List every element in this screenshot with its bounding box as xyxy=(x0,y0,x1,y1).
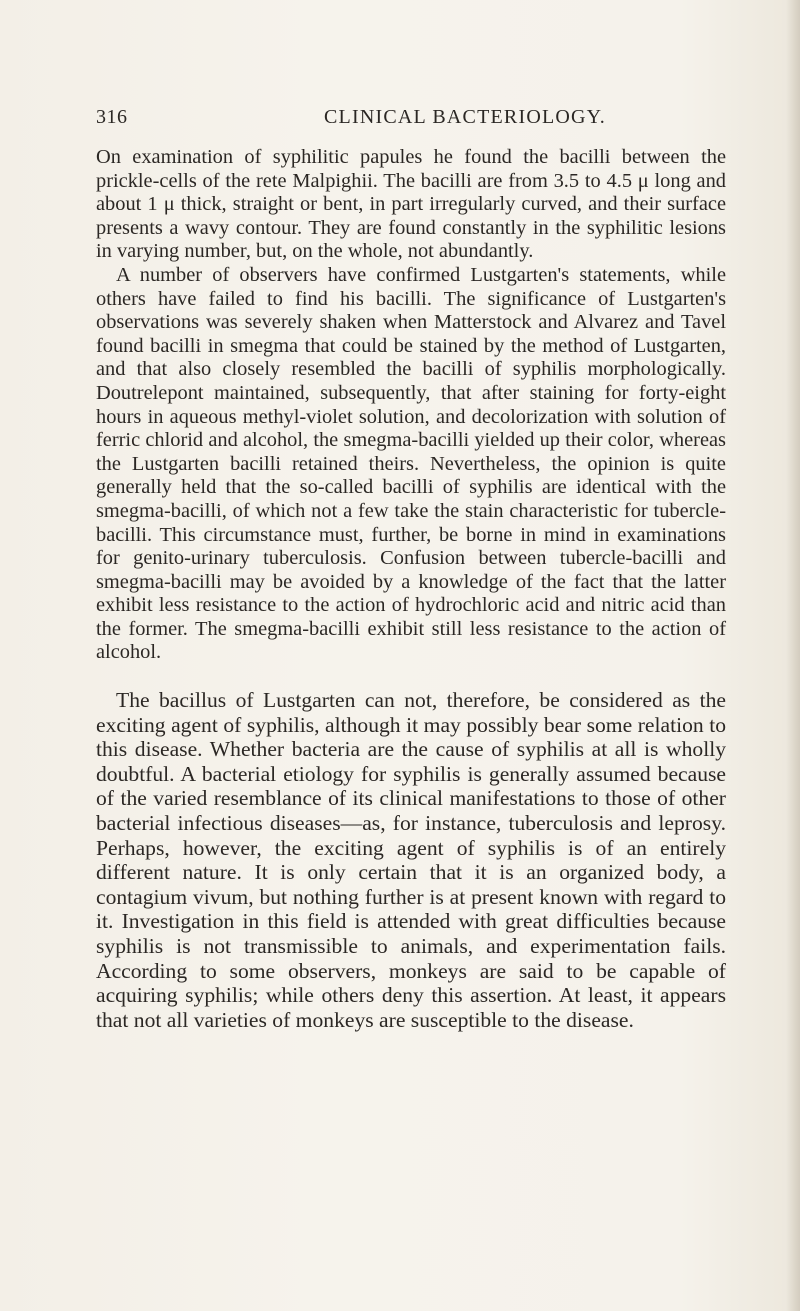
running-head xyxy=(96,106,726,136)
page-number: 316 xyxy=(96,106,128,128)
paragraph-lustgarten-bacillus: The bacillus of Lustgarten can not, therefore, be considered as the exciting agent of syphilis, although it may possibly bear some relation to this disease. Whether bacteria are the cause of syphilis at all is wholly doubtful. A bacterial etiology for syphilis is generally assumed because of the varied resemblance of its clinical manifestations to those of other bacterial infectious diseases—as, for instance, tuberculosis and leprosy. Perhaps, however, the exciting agent of syphilis is of an entirely different nature. It is only certain that it is an organized body, a contagium vivum, but nothing further is at present known with regard to it. Investigation in this field is attended with great difficulties because syphilis is not transmissible to animals, and experimentation fails. According to some observers, monkeys are said to be capable of acquiring syphilis; while others deny this assertion. At least, it appears that not all varieties of monkeys are susceptible to the disease. xyxy=(96,688,726,1032)
running-title: CLINICAL BACTERIOLOGY. xyxy=(324,106,606,128)
paragraph-syphilitic-papules: On examination of syphilitic papules he found the bacilli between the prickle-cells of the rete Malpighii. The bacilli are from 3.5 to 4.5 μ long and about 1 μ thick, straight or bent, in part irregularly curved, and their surface presents a wavy contour. They are found constantly in the syphilitic lesions in varying number, but, on the whole, not abundantly. xyxy=(96,146,726,263)
body-text xyxy=(96,146,726,1032)
page-edge-shadow xyxy=(786,0,800,1311)
paragraph-observers: A number of observers have confirmed Lustgarten's statements, while others have failed to find his bacilli. The significance of Lustgarten's observations was severely shaken when Matterstock and Alvarez and Tavel found bacilli in smegma that could be stained by the method of Lustgarten, and that also closely resembled the bacilli of syphilis morphologically. Doutrelepont maintained, subsequently, that after staining for forty-eight hours in aqueous methyl-violet solution, and decolorization with solution of ferric chlorid and alcohol, the smegma-bacilli yielded up their color, whereas the Lustgarten bacilli retained theirs. Nevertheless, the opinion is quite generally held that the so-called bacilli of syphilis are identical with the smegma-bacilli, of which not a few take the stain characteristic for tubercle-bacilli. This circumstance must, further, be borne in mind in examinations for genito-urinary tuberculosis. Confusion between tubercle-bacilli and smegma-bacilli may be avoided by a knowledge of the fact that the latter exhibit less resistance to the action of hydrochloric acid and nitric acid than the former. The smegma-bacilli exhibit still less resistance to the action of alcohol. xyxy=(96,263,726,664)
